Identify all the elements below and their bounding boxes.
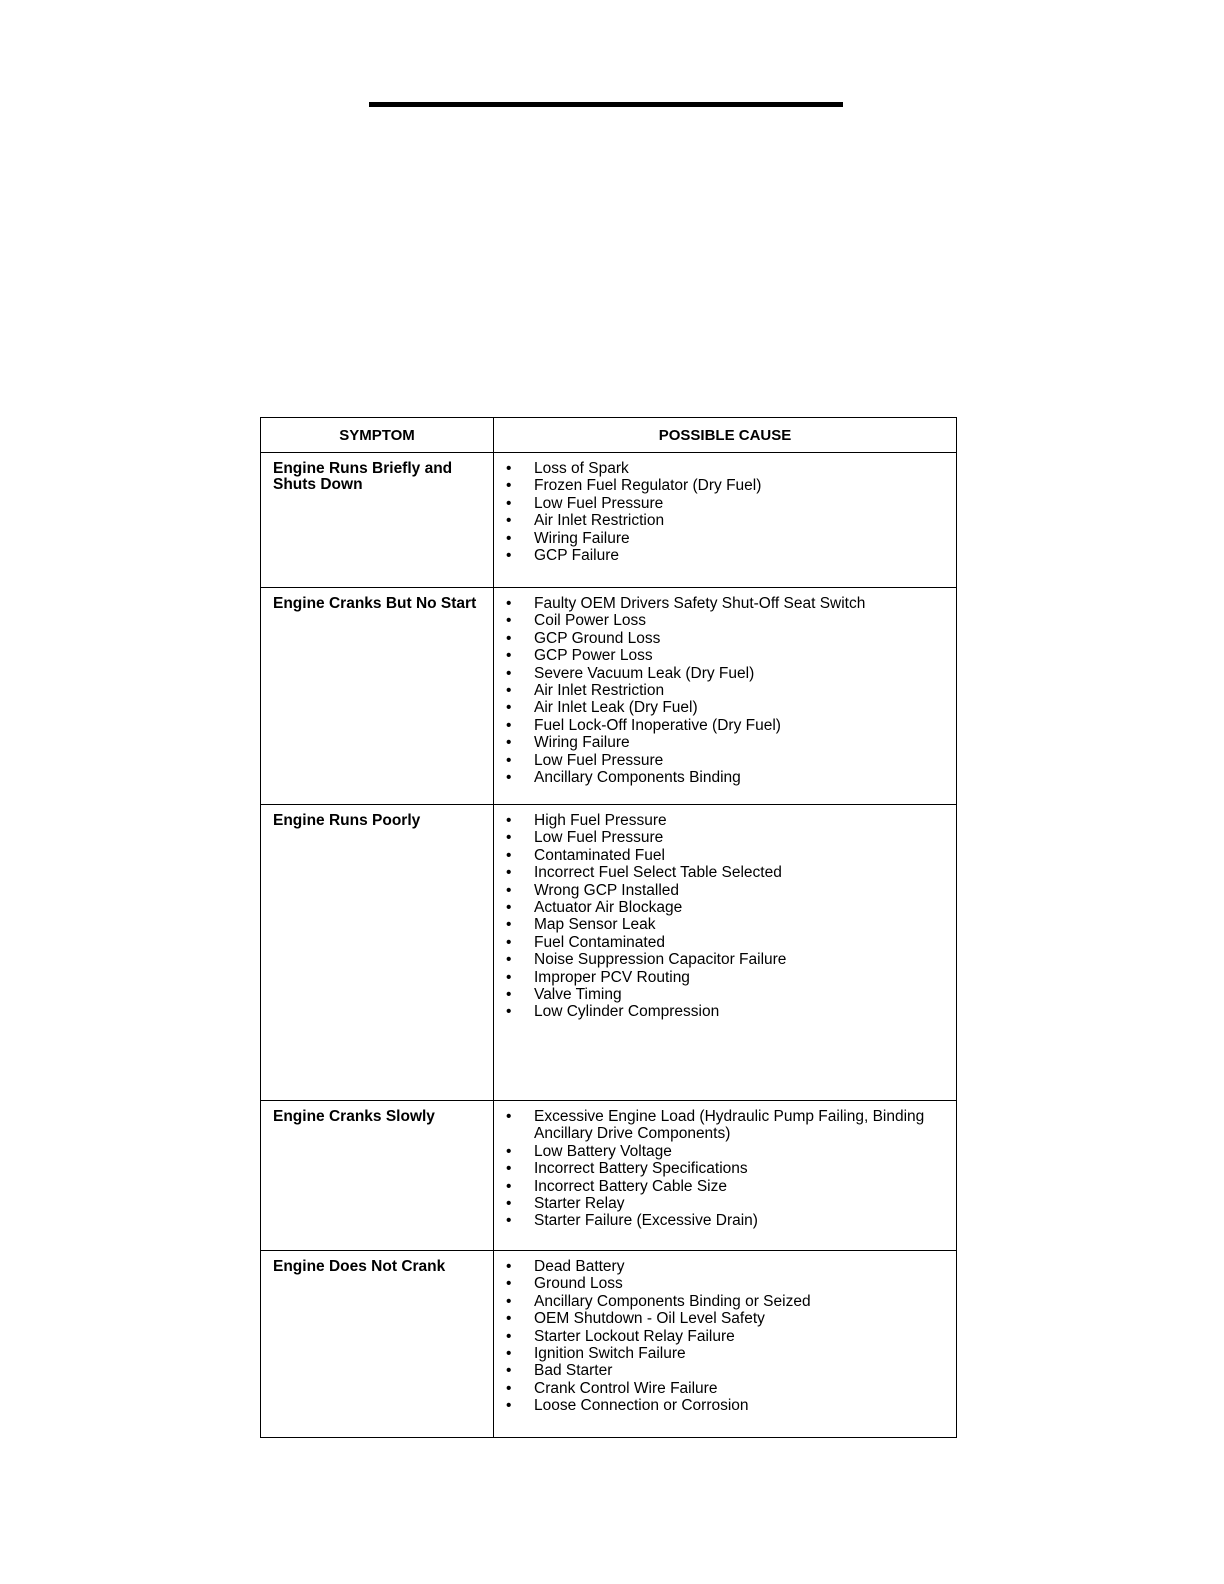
bullet-icon: • bbox=[506, 734, 512, 752]
cause-text: Starter Relay bbox=[534, 1195, 625, 1213]
cause-text: Fuel Contaminated bbox=[534, 933, 665, 951]
cause-text: High Fuel Pressure bbox=[534, 812, 667, 829]
table-row bbox=[261, 453, 957, 588]
cause-text: Incorrect Battery Cable Size bbox=[534, 1177, 727, 1195]
cause-list-item bbox=[506, 934, 946, 951]
symptom-cell: Engine Runs Briefly and Shuts Down bbox=[261, 453, 494, 588]
table-row bbox=[261, 1101, 957, 1251]
bullet-icon: • bbox=[506, 460, 512, 477]
bullet-icon: • bbox=[506, 682, 512, 700]
cause-list-item bbox=[506, 1380, 946, 1397]
cause-text: OEM Shutdown - Oil Level Safety bbox=[534, 1310, 765, 1328]
cause-text: Incorrect Fuel Select Table Selected bbox=[534, 864, 782, 882]
cause-text: Valve Timing bbox=[534, 986, 622, 1004]
symptom-column-header: SYMPTOM bbox=[261, 418, 494, 453]
cause-text: Low Battery Voltage bbox=[534, 1142, 672, 1160]
cause-text: Air Inlet Leak (Dry Fuel) bbox=[534, 699, 698, 717]
table-header-row bbox=[261, 418, 957, 453]
possible-cause-column-header: POSSIBLE CAUSE bbox=[494, 418, 957, 453]
cause-text: Ancillary Components Binding or Seized bbox=[534, 1292, 811, 1310]
cause-list-item bbox=[506, 495, 946, 512]
cause-text: Map Sensor Leak bbox=[534, 916, 656, 934]
cause-text: Low Fuel Pressure bbox=[534, 829, 664, 847]
possible-cause-cell bbox=[494, 453, 957, 588]
bullet-icon: • bbox=[506, 769, 512, 787]
possible-cause-cell bbox=[494, 1101, 957, 1251]
cause-list bbox=[506, 460, 946, 564]
bullet-icon: • bbox=[506, 647, 512, 665]
cause-text: Wiring Failure bbox=[534, 734, 630, 752]
bullet-icon: • bbox=[506, 1345, 512, 1363]
bullet-icon: • bbox=[506, 494, 512, 512]
bullet-icon: • bbox=[506, 1258, 512, 1275]
cause-list-item bbox=[506, 812, 946, 829]
symptom-cell: Engine Cranks Slowly bbox=[261, 1101, 494, 1251]
cause-text: Ground Loss bbox=[534, 1275, 623, 1293]
bullet-icon: • bbox=[506, 612, 512, 630]
bullet-icon: • bbox=[506, 1310, 512, 1328]
cause-list-item bbox=[506, 1310, 946, 1327]
cause-list-item bbox=[506, 1108, 946, 1143]
cause-text: Starter Failure (Excessive Drain) bbox=[534, 1212, 758, 1230]
bullet-icon: • bbox=[506, 986, 512, 1004]
bullet-icon: • bbox=[506, 1108, 512, 1125]
bullet-icon: • bbox=[506, 1397, 512, 1415]
bullet-icon: • bbox=[506, 881, 512, 899]
bullet-icon: • bbox=[506, 512, 512, 530]
cause-list-item bbox=[506, 547, 946, 564]
bullet-icon: • bbox=[506, 968, 512, 986]
cause-list-item bbox=[506, 769, 946, 786]
cause-text: GCP Ground Loss bbox=[534, 629, 661, 647]
bullet-icon: • bbox=[506, 716, 512, 734]
bullet-icon: • bbox=[506, 1142, 512, 1160]
cause-text: Noise Suppression Capacitor Failure bbox=[534, 951, 787, 969]
cause-text: Fuel Lock-Off Inoperative (Dry Fuel) bbox=[534, 716, 781, 734]
cause-list-item bbox=[506, 829, 946, 846]
bullet-icon: • bbox=[506, 1160, 512, 1178]
cause-list bbox=[506, 1258, 946, 1415]
cause-text: Air Inlet Restriction bbox=[534, 512, 665, 530]
cause-list-item bbox=[506, 1275, 946, 1292]
cause-list-item bbox=[506, 1178, 946, 1195]
bullet-icon: • bbox=[506, 812, 512, 829]
cause-list-item bbox=[506, 899, 946, 916]
cause-list-item bbox=[506, 969, 946, 986]
cause-text: Severe Vacuum Leak (Dry Fuel) bbox=[534, 664, 755, 682]
table-row bbox=[261, 1251, 957, 1438]
cause-list-item bbox=[506, 752, 946, 769]
cause-list-item bbox=[506, 1195, 946, 1212]
cause-list-item bbox=[506, 512, 946, 529]
cause-list-item bbox=[506, 951, 946, 968]
bullet-icon: • bbox=[506, 529, 512, 547]
cause-list-item bbox=[506, 1362, 946, 1379]
bullet-icon: • bbox=[506, 1379, 512, 1397]
cause-list-item bbox=[506, 477, 946, 494]
bullet-icon: • bbox=[506, 1362, 512, 1380]
bullet-icon: • bbox=[506, 1003, 512, 1021]
cause-text: Contaminated Fuel bbox=[534, 846, 665, 864]
cause-text: Bad Starter bbox=[534, 1362, 613, 1380]
bullet-icon: • bbox=[506, 951, 512, 969]
cause-list bbox=[506, 595, 946, 786]
bullet-icon: • bbox=[506, 664, 512, 682]
cause-text: Air Inlet Restriction bbox=[534, 682, 665, 700]
cause-text: GCP Failure bbox=[534, 547, 619, 565]
bullet-icon: • bbox=[506, 1195, 512, 1213]
cause-list-item bbox=[506, 1003, 946, 1020]
bullet-icon: • bbox=[506, 899, 512, 917]
cause-text: Improper PCV Routing bbox=[534, 968, 690, 986]
cause-list-item bbox=[506, 1293, 946, 1310]
symptom-cell: Engine Cranks But No Start bbox=[261, 588, 494, 805]
possible-cause-cell bbox=[494, 1251, 957, 1438]
cause-list-item bbox=[506, 595, 946, 612]
cause-text: Incorrect Battery Specifications bbox=[534, 1160, 748, 1178]
top-divider-rule bbox=[369, 102, 843, 107]
cause-list-item bbox=[506, 682, 946, 699]
cause-list-item bbox=[506, 1345, 946, 1362]
cause-text: Low Fuel Pressure bbox=[534, 751, 664, 769]
cause-text: Crank Control Wire Failure bbox=[534, 1379, 718, 1397]
cause-text: Low Fuel Pressure bbox=[534, 494, 664, 512]
cause-text: Starter Lockout Relay Failure bbox=[534, 1327, 735, 1345]
cause-list-item bbox=[506, 734, 946, 751]
cause-text: Loss of Spark bbox=[534, 460, 629, 477]
bullet-icon: • bbox=[506, 629, 512, 647]
bullet-icon: • bbox=[506, 699, 512, 717]
troubleshooting-table bbox=[260, 417, 957, 1438]
symptom-cell: Engine Does Not Crank bbox=[261, 1251, 494, 1438]
bullet-icon: • bbox=[506, 1177, 512, 1195]
cause-text: Ignition Switch Failure bbox=[534, 1345, 686, 1363]
bullet-icon: • bbox=[506, 751, 512, 769]
cause-list-item bbox=[506, 986, 946, 1003]
cause-list-item bbox=[506, 882, 946, 899]
cause-text: Low Cylinder Compression bbox=[534, 1003, 720, 1021]
cause-list-item bbox=[506, 630, 946, 647]
cause-list-item bbox=[506, 699, 946, 716]
cause-list-item bbox=[506, 530, 946, 547]
cause-list-item bbox=[506, 647, 946, 664]
table-row bbox=[261, 588, 957, 805]
cause-list-item bbox=[506, 1328, 946, 1345]
table-row bbox=[261, 805, 957, 1101]
cause-list bbox=[506, 1108, 946, 1230]
cause-list-item bbox=[506, 460, 946, 477]
bullet-icon: • bbox=[506, 477, 512, 495]
bullet-icon: • bbox=[506, 1327, 512, 1345]
bullet-icon: • bbox=[506, 829, 512, 847]
cause-list-item bbox=[506, 1160, 946, 1177]
cause-text: GCP Power Loss bbox=[534, 647, 653, 665]
cause-list-item bbox=[506, 665, 946, 682]
cause-text: Dead Battery bbox=[534, 1258, 625, 1275]
bullet-icon: • bbox=[506, 864, 512, 882]
cause-list-item bbox=[506, 1258, 946, 1275]
cause-text: Ancillary Components Binding bbox=[534, 769, 741, 787]
possible-cause-cell bbox=[494, 805, 957, 1101]
bullet-icon: • bbox=[506, 595, 512, 612]
bullet-icon: • bbox=[506, 547, 512, 565]
cause-text: Faulty OEM Drivers Safety Shut-Off Seat Switch bbox=[534, 595, 866, 612]
cause-text: Frozen Fuel Regulator (Dry Fuel) bbox=[534, 477, 762, 495]
cause-text: Coil Power Loss bbox=[534, 612, 646, 630]
bullet-icon: • bbox=[506, 1212, 512, 1230]
cause-list-item bbox=[506, 864, 946, 881]
cause-list-item bbox=[506, 1212, 946, 1229]
cause-list-item bbox=[506, 847, 946, 864]
bullet-icon: • bbox=[506, 916, 512, 934]
bullet-icon: • bbox=[506, 1292, 512, 1310]
cause-list-item bbox=[506, 1143, 946, 1160]
cause-text: Actuator Air Blockage bbox=[534, 899, 683, 917]
cause-list bbox=[506, 812, 946, 1021]
cause-text: Loose Connection or Corrosion bbox=[534, 1397, 749, 1415]
cause-list-item bbox=[506, 612, 946, 629]
bullet-icon: • bbox=[506, 1275, 512, 1293]
cause-text: Wiring Failure bbox=[534, 529, 630, 547]
bullet-icon: • bbox=[506, 846, 512, 864]
cause-text: Excessive Engine Load (Hydraulic Pump Failing, Binding Ancillary Drive Components) bbox=[534, 1108, 925, 1143]
bullet-icon: • bbox=[506, 933, 512, 951]
cause-list-item bbox=[506, 1397, 946, 1414]
cause-text: Wrong GCP Installed bbox=[534, 881, 680, 899]
possible-cause-cell bbox=[494, 588, 957, 805]
symptom-cell: Engine Runs Poorly bbox=[261, 805, 494, 1101]
cause-list-item bbox=[506, 717, 946, 734]
cause-list-item bbox=[506, 916, 946, 933]
